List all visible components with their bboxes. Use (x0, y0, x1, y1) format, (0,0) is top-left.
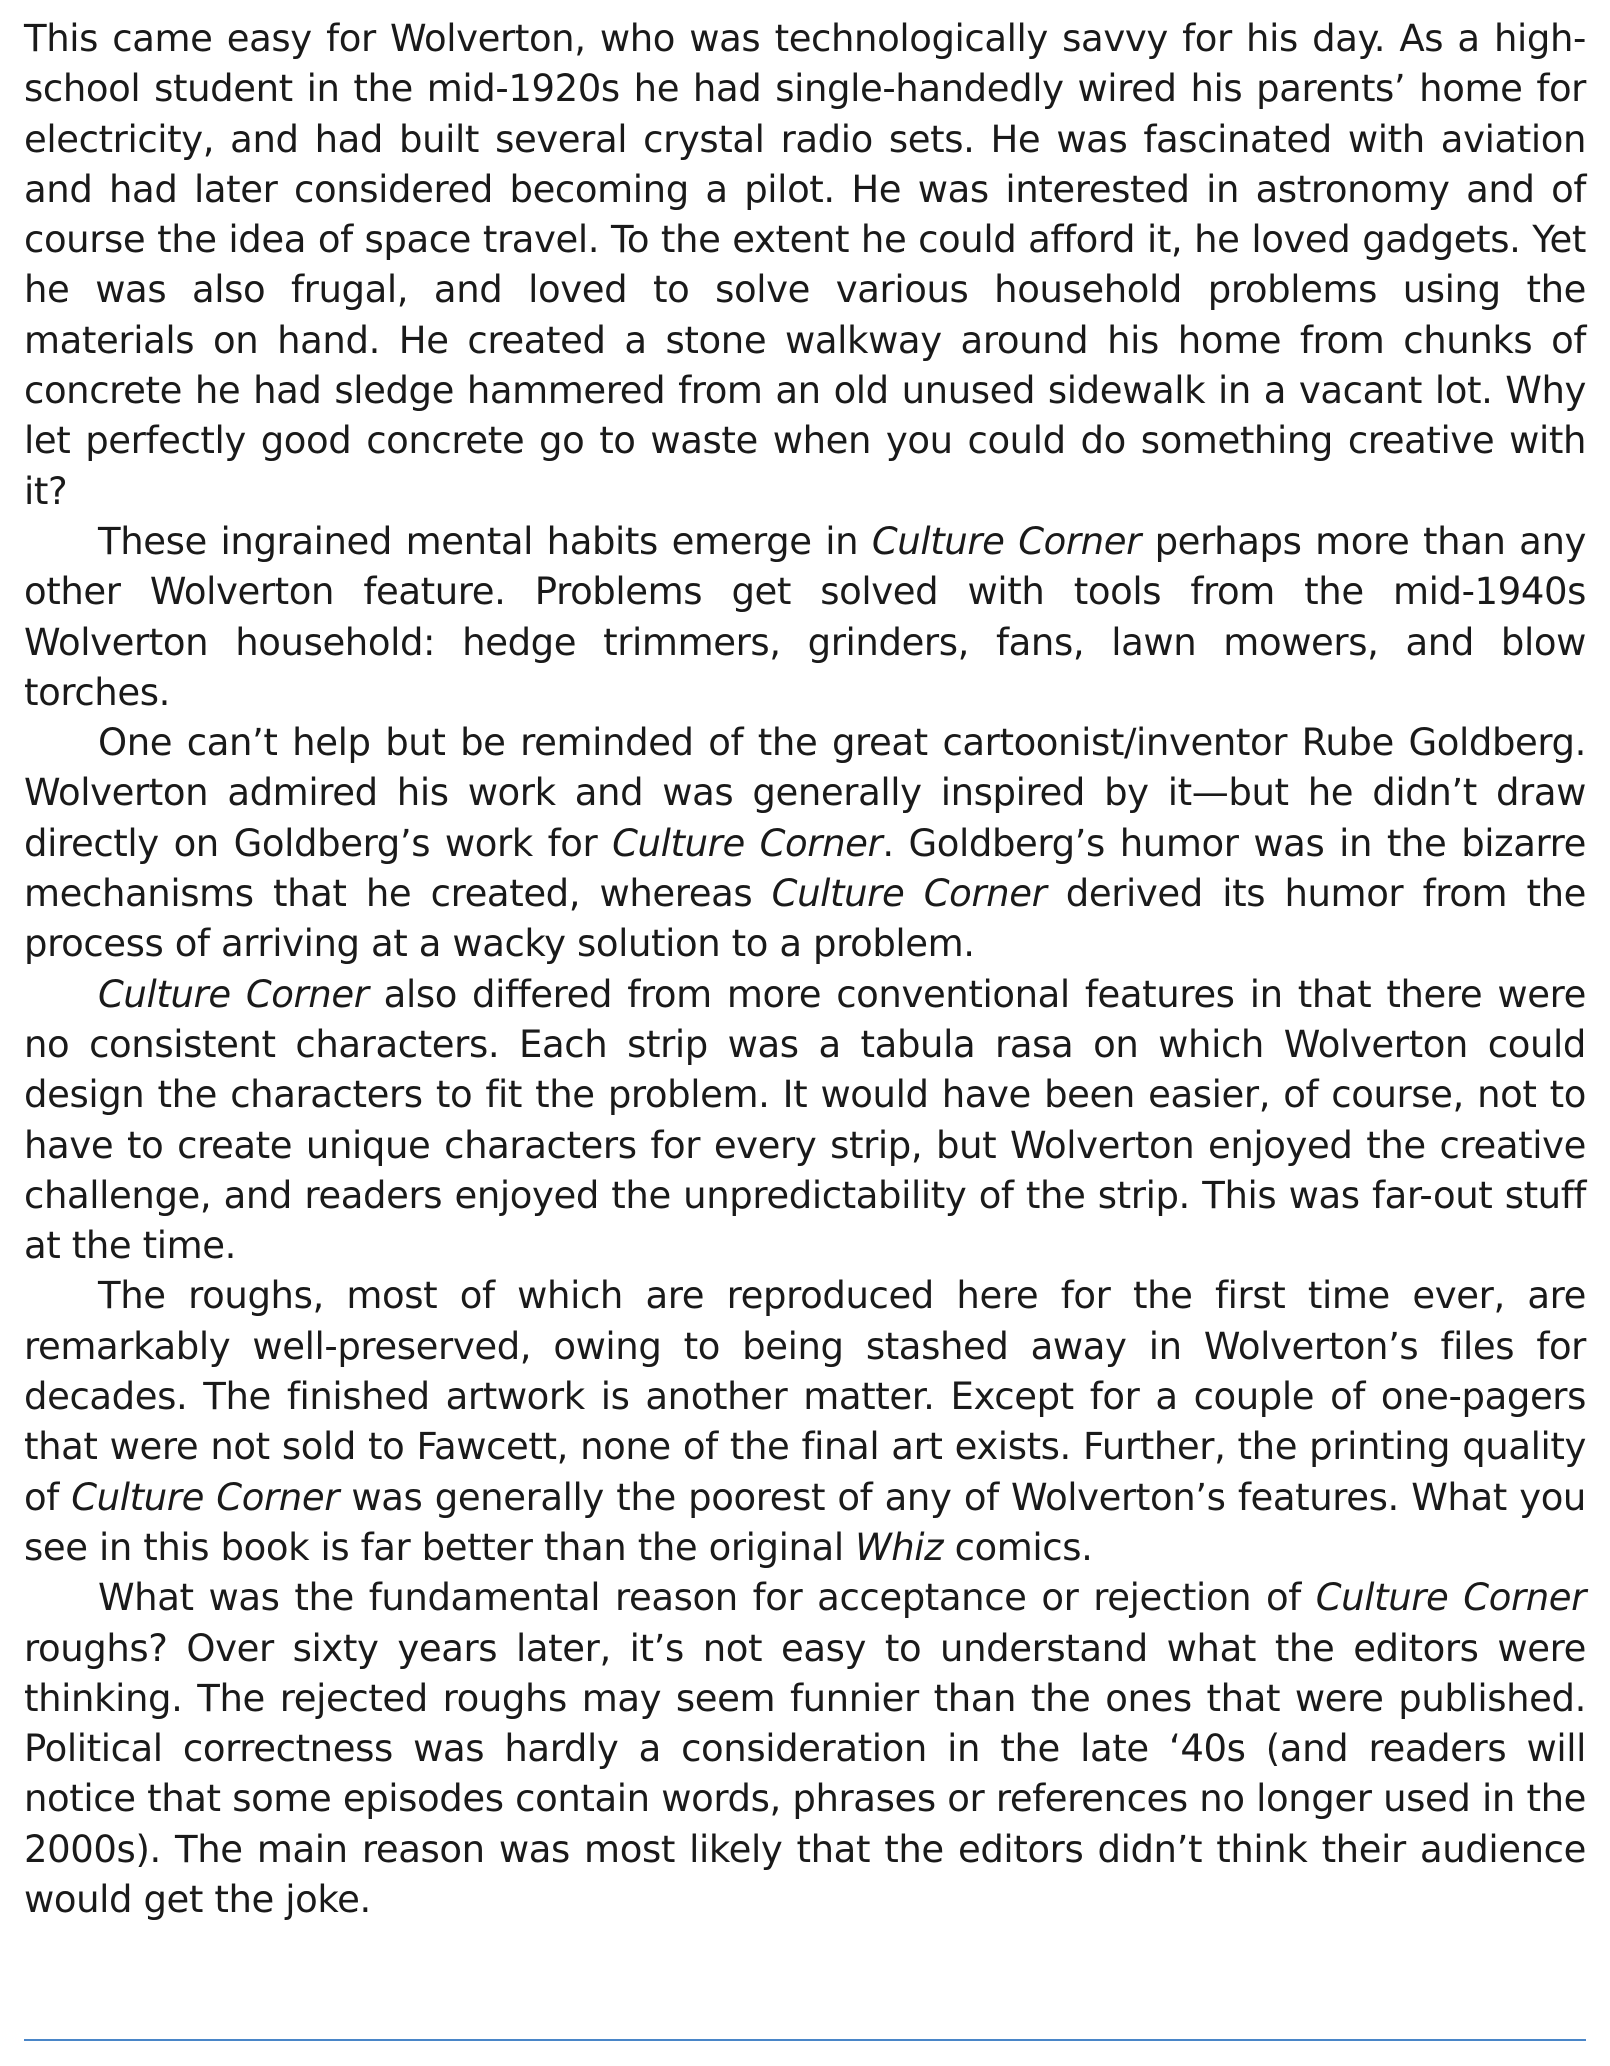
paragraph-4-text-a: also differed from more conventional features in that there were no consistent characters. Each strip was a tabula rasa on which Wolverton could design the characters to fit the problem. It would have been easier, of course, not to have to create unique characters for every strip, but Wolverton enjoyed the creative challenge, and readers enjoyed the unpredictability of the strip. This was far-out stuff at the time. (24, 972, 1586, 1268)
paragraph-2-text-b: perhaps more than any other Wolverton feature. Problems get solved with tools from the mid-1940s Wolverton household: hedge trimmers, grinders, fans, lawn mowers, and blow torches. (24, 519, 1586, 714)
italic-title: Culture Corner (771, 872, 1047, 916)
page (24, 0, 1586, 2066)
paragraph-5-text-c: comics. (943, 1525, 1093, 1569)
italic-title: Culture Corner (612, 821, 883, 865)
paragraph-3-text-c: derived its humor from the process of arriving at a wacky solution to a problem. (24, 872, 1586, 966)
italic-title: Culture Corner (1315, 1576, 1586, 1620)
italic-title: Culture Corner (98, 972, 369, 1016)
paragraph-1 (24, 14, 1586, 517)
paragraph-2-text-a: These ingrained mental habits emerge in (98, 519, 872, 563)
paragraph-6 (24, 1573, 1586, 1925)
paragraph-5 (24, 1271, 1586, 1573)
paragraph-3-text-b: . Goldberg’s humor was in the bizarre mechanisms that he created, whereas (24, 821, 1586, 916)
paragraph-3 (24, 718, 1586, 969)
paragraph-5-text-a: The roughs, most of which are reproduced here for the first time ever, are remarkably well-preserved, owing to being stashed away in Wolverton’s files for decades. The finished artwork is another matter. Except for a couple of one-pagers that were not sold to Fawcett, none of the final art exists. Further, the printing quality of (24, 1274, 1586, 1519)
article-body (24, 14, 1586, 1925)
paragraph-6-text-a: What was the fundamental reason for acceptance or rejection of (98, 1576, 1316, 1620)
paragraph-4 (24, 970, 1586, 1272)
italic-title: Culture Corner (871, 519, 1141, 563)
paragraph-3-text-a: One can’t help but be reminded of the great cartoonist/inventor Rube Goldberg. Wolverton admired his work and was generally inspired by it—but he didn’t draw directly on Goldberg’s work for (24, 721, 1586, 865)
paragraph-5-text-b: was generally the poorest of any of Wolverton’s features. What you see in this book is far better than the original (24, 1475, 1586, 1569)
paragraph-6-text-b: roughs? Over sixty years later, it’s not easy to understand what the editors were thinking. The rejected roughs may seem funnier than the ones that were published. Political correctness was hardly a consideration in the late ‘40s (and readers will notice that some episodes contain words, phrases or references no longer used in the 2000s). The main reason was most likely that the editors didn’t think their audience would get the joke. (24, 1626, 1586, 1921)
footer-rule (24, 2039, 1586, 2041)
italic-title: Whiz (855, 1525, 944, 1569)
italic-title: Culture Corner (71, 1475, 339, 1519)
paragraph-2 (24, 517, 1586, 718)
paragraph-1-text: This came easy for Wolverton, who was technologically savvy for his day. As a high-school student in the mid-1920s he had single-handedly wired his parents’ home for electricity, and had built several crystal radio sets. He was fascinated with aviation and had later considered becoming a pilot. He was interested in astronomy and of course the idea of space travel. To the extent he could afford it, he loved gadgets. Yet he was also frugal, and loved to solve various household problems using the materials on hand. He created a stone walkway around his home from chunks of concrete he had sledge hammered from an old unused sidewalk in a vacant lot. Why let perfectly good concrete go to waste when you could do something creative with it? (24, 17, 1586, 513)
